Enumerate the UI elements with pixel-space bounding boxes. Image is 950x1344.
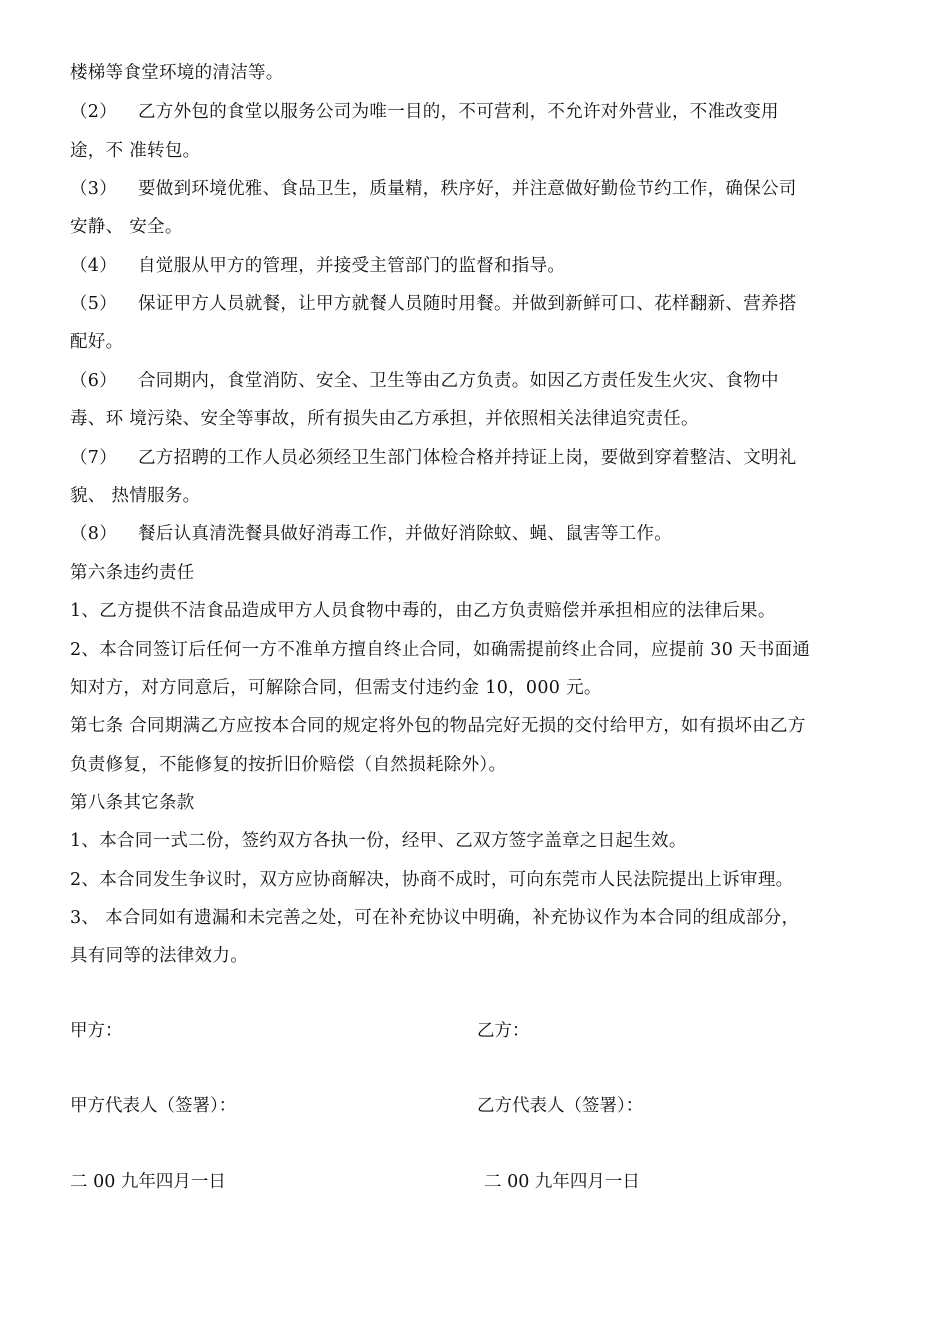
clause-number: （4） — [70, 256, 118, 276]
clause-item-4 — [70, 254, 565, 278]
party-a-date: 二 00 九年四月一日 — [70, 1172, 226, 1192]
clause-text: 保证甲方人员就餐，让甲方就餐人员随时用餐。并做到新鲜可口、花样翻新、营养搭 — [138, 294, 797, 314]
text-line: 貌、 热情服务。 — [70, 486, 201, 506]
clause-number: （6） — [70, 371, 118, 391]
clause-number: （3） — [70, 179, 118, 199]
clause-number: （7） — [70, 448, 118, 468]
text-line: 1、乙方提供不洁食品造成甲方人员食物中毒的，由乙方负责赔偿并承担相应的法律后果。 — [70, 601, 776, 621]
clause-text: 自觉服从甲方的管理，并接受主管部门的监督和指导。 — [138, 256, 566, 276]
party-a-representative: 甲方代表人（签署）： — [70, 1096, 237, 1116]
text-line: 知对方，对方同意后，可解除合同，但需支付违约金 10，000 元。 — [70, 678, 602, 698]
text-line: 具有同等的法律效力。 — [70, 946, 248, 966]
clause-item-6 — [70, 369, 779, 393]
clause-item-3 — [70, 177, 797, 201]
text-line: 负责修复，不能修复的按折旧价赔偿（自然损耗除外）。 — [70, 755, 507, 775]
clause-number: （5） — [70, 294, 118, 314]
clause-item-7 — [70, 446, 797, 470]
party-b-label: 乙方： — [477, 1021, 530, 1041]
clause-item-5 — [70, 292, 797, 316]
clause-number: （2） — [70, 102, 118, 122]
text-line: 毒、环 境污染、安全等事故，所有损失由乙方承担，并依照相关法律追究责任。 — [70, 409, 699, 429]
text-line: 2、本合同发生争议时，双方应协商解决，协商不成时，可向东莞市人民法院提出上诉审理。 — [70, 870, 794, 890]
text-line: 3、 本合同如有遗漏和未完善之处，可在补充协议中明确，补充协议作为本合同的组成部分， — [70, 908, 800, 928]
party-b-representative: 乙方代表人（签署）： — [477, 1096, 644, 1116]
text-line: 安静、 安全。 — [70, 217, 183, 237]
clause-text: 合同期内，食堂消防、安全、卫生等由乙方负责。如因乙方责任发生火灾、食物中 — [138, 371, 779, 391]
section-heading: 第八条其它条款 — [70, 793, 195, 813]
clause-number: （8） — [70, 524, 118, 544]
clause-text: 乙方招聘的工作人员必须经卫生部门体检合格并持证上岗，要做到穿着整洁、文明礼 — [138, 448, 797, 468]
text-line: 配好。 — [70, 332, 124, 352]
text-line: 楼梯等食堂环境的清洁等。 — [70, 63, 284, 83]
text-line: 1、本合同一式二份，签约双方各执一份，经甲、乙双方签字盖章之日起生效。 — [70, 831, 687, 851]
party-b-date: 二 00 九年四月一日 — [484, 1172, 640, 1192]
text-line: 途，不 准转包。 — [70, 141, 201, 161]
clause-text: 乙方外包的食堂以服务公司为唯一目的，不可营利，不允许对外营业，不准改变用 — [138, 102, 779, 122]
clause-item-2 — [70, 100, 779, 124]
clause-text: 要做到环境优雅、食品卫生，质量精，秩序好，并注意做好勤俭节约工作，确保公司 — [138, 179, 797, 199]
clause-text: 餐后认真清洗餐具做好消毒工作，并做好消除蚊、蝇、鼠害等工作。 — [138, 524, 672, 544]
text-line: 2、本合同签订后任何一方不准单方擅自终止合同，如确需提前终止合同，应提前 30 天书面通 — [70, 640, 811, 660]
clause-item-8 — [70, 522, 672, 546]
section-heading: 第六条违约责任 — [70, 563, 195, 583]
party-a-label: 甲方： — [70, 1021, 123, 1041]
section-heading: 第七条 合同期满乙方应按本合同的规定将外包的物品完好无损的交付给甲方，如有损坏由乙方 — [70, 716, 806, 736]
